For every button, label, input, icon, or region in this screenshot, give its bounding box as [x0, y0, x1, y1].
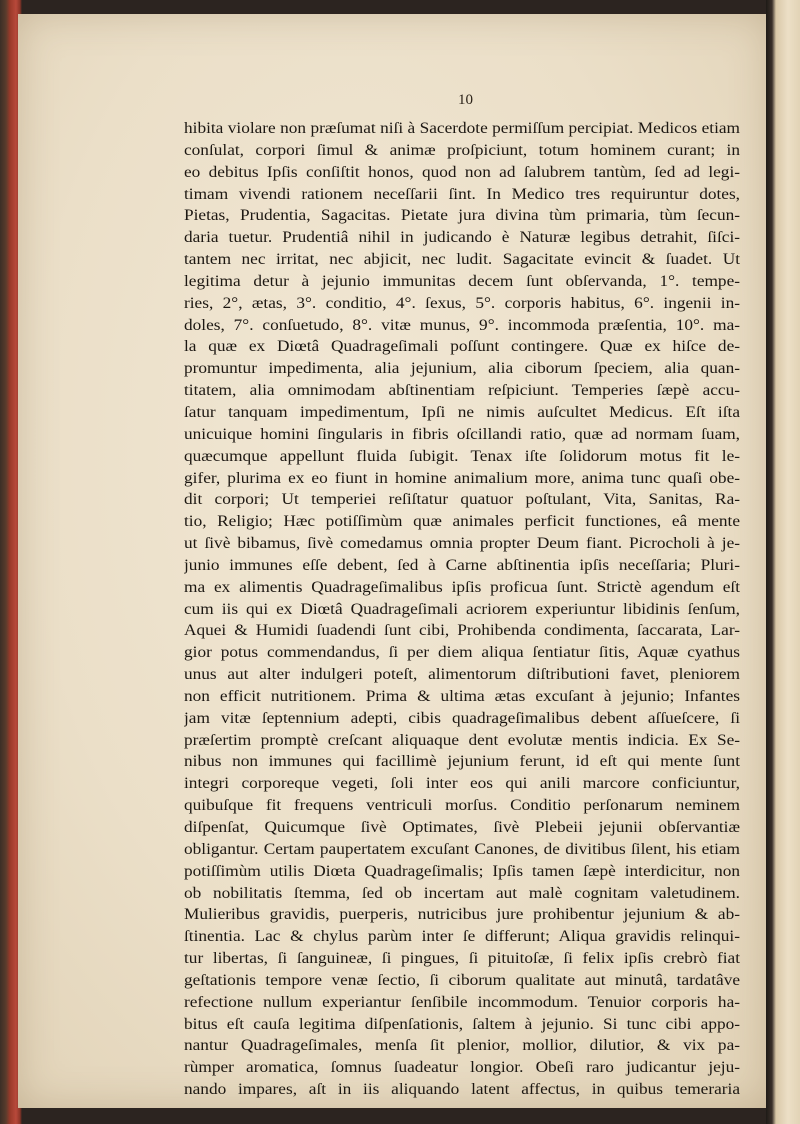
text-line: bitus eſt cauſa legitima diſpenſationis, ſaltem à jejunio. Si tunc cibi appo-	[184, 1015, 740, 1033]
text-line: doles, 7°. conſuetudo, 8°. vitæ munus, 9°. incommoda præſentia, 10°. ma-	[184, 316, 740, 334]
text-line: integri corporeque vegeti, ſoli inter eos qui anili marcore conficiuntur,	[184, 775, 740, 793]
text-line: nibus non immunes qui facillimè jejunium ferunt, id eſt qui mente ſunt	[184, 753, 740, 771]
text-line: præſertim promptè creſcant aliquaque dent evolutæ mentis indicia. Ex Se-	[184, 731, 740, 749]
adjacent-page-edge	[766, 0, 800, 1124]
text-line: gifer, plurima ex eo fiunt in homine animalium more, anima tunc quaſi obe-	[184, 469, 740, 487]
text-line: nando impares, aſt in iis aliquando latent affectus, in quibus temeraria	[184, 1081, 740, 1098]
text-line: tio, Religio; Hæc potiſſimùm quæ animales perficit functiones, eâ mente	[184, 513, 740, 531]
text-line: jam vitæ ſeptennium adepti, cibis quadrageſimalibus debent aſſueſcere, ſi	[184, 709, 740, 727]
text-line: titatem, alia omnimodam abſtinentiam reſpiciunt. Temperies ſæpè accu-	[184, 382, 740, 400]
text-line: gior potus commendandus, ſi per diem aliqua ſentiatur ſitis, Aquæ cyathus	[184, 644, 740, 662]
text-line: nantur Quadrageſimales, menſa ſit plenior, mollior, dilutior, & vix pa-	[184, 1037, 740, 1055]
text-line: geſtationis tempore venæ ſectio, ſi ciborum qualitate aut minutâ, tardatâve	[184, 971, 740, 989]
text-line: eo debitus Ipſis conſiſtit honos, quod non ad ſalubrem tantùm, ſed ad legi-	[184, 163, 740, 181]
text-line: junio immunes eſſe debent, ſed à Carne abſtinentia ipſis neceſſaria; Pluri-	[184, 556, 740, 574]
text-line: tur libertas, ſi ſanguineæ, ſi pingues, ſi pituitoſæ, ſi felix ipſis crebrò fiat	[184, 950, 740, 968]
text-line: rùmper aromatica, ſomnus ſuadeatur longior. Obeſi raro judicantur jeju-	[184, 1059, 740, 1077]
text-line: non efficit nutritionem. Prima & ultima ætas excuſant à jejunio; Infantes	[184, 687, 740, 705]
text-line: potiſſimùm utilis Diœta Quadrageſimalis; Ipſis tamen ſæpè interdicitur, non	[184, 862, 740, 880]
text-line: obligantur. Certam paupertatem excuſant Canones, de divitibus ſilent, his etiam	[184, 840, 740, 858]
text-line: diſpenſat, Quicumque ſivè Optimates, ſivè Plebeii jejunii obſervantiæ	[184, 819, 740, 836]
text-line: conſulat, corpori ſimul & animæ proſpiciunt, totum hominem curant; in	[184, 141, 740, 159]
text-line: ob nobilitatis ſtemma, ſed ob incertam aut malè cognitam valetudinem.	[184, 884, 740, 902]
text-line: legitima detur à jejunio immunitas decem ſunt obſervanda, 1°. tempe-	[184, 272, 740, 290]
text-line: ut ſivè bibamus, ſivè comedamus omnia propter Deum fiant. Picrocholi à je-	[184, 535, 740, 553]
text-line: cum iis qui ex Diœtâ Quadrageſimali acriorem experiuntur libidinis ſenſum,	[184, 600, 740, 618]
text-line: timam vivendi rationem neceſſarii ſint. In Medico tres requiruntur dotes,	[184, 185, 740, 203]
text-line: dit corpori; Ut temperiei reſiſtatur quatuor poſtulant, Vita, Sanitas, Ra-	[184, 491, 740, 509]
text-line: tantem nec irritat, nec abjicit, nec ludit. Sagacitate evincit & ſuadet. Ut	[184, 251, 740, 269]
text-line: Pietas, Prudentia, Sagacitas. Pietate jura divina tùm primaria, tùm ſecun-	[184, 207, 740, 225]
text-line: promuntur impedimenta, alia jejunium, alia ciborum ſpeciem, alia quan-	[184, 360, 740, 378]
page-number: 10	[458, 92, 473, 108]
text-line: unus aut alter indulgeri poteſt, alimentorum diſtributioni favet, pleniorem	[184, 666, 740, 684]
text-line: refectione nullum experiantur ſenſibile incommodum. Tenuior corporis ha-	[184, 993, 740, 1011]
text-line: quæcumque appellunt fluida ſubigit. Tenax iſte ſolidorum motus fit le-	[184, 447, 740, 465]
text-line: ma ex alimentis Quadrageſimalibus ipſis proficua ſunt. Strictè agendum eſt	[184, 578, 740, 596]
text-line: ſatur tanquam impedimentum, Ipſi ne nimis auſcultet Medicus. Eſt iſta	[184, 403, 740, 421]
text-line: hibita violare non præſumat niſi à Sacerdote permiſſum percipiat. Medicos etiam	[184, 120, 740, 137]
text-line: ſtinentia. Lac & chylus parùm inter ſe differunt; Aliqua gravidis relinqui-	[184, 928, 740, 946]
text-line: unicuique homini ſingularis in fibris oſcillandi ratio, quæ ad normam ſuam,	[184, 425, 740, 443]
text-line: Aquei & Humidi ſuadendi ſunt cibi, Prohibenda condimenta, ſaccarata, Lar-	[184, 622, 740, 640]
text-line: la quæ ex Diœtâ Quadrageſimali poſſunt contingere. Quæ ex hiſce de-	[184, 338, 740, 356]
text-line: daria tuetur. Prudentiâ nihil in judicando è Naturæ legibus detrahit, ſiſci-	[184, 229, 740, 247]
body-text	[184, 118, 740, 1098]
text-line: ries, 2°, ætas, 3°. conditio, 4°. ſexus, 5°. corporis habitus, 6°. ingenii in-	[184, 294, 740, 312]
text-line: Mulieribus gravidis, puerperis, nutricibus jure prohibentur jejunium & ab-	[184, 906, 740, 924]
text-line: quibuſque fit frequens ventriculi morſus. Conditio perſonarum neminem	[184, 797, 740, 815]
